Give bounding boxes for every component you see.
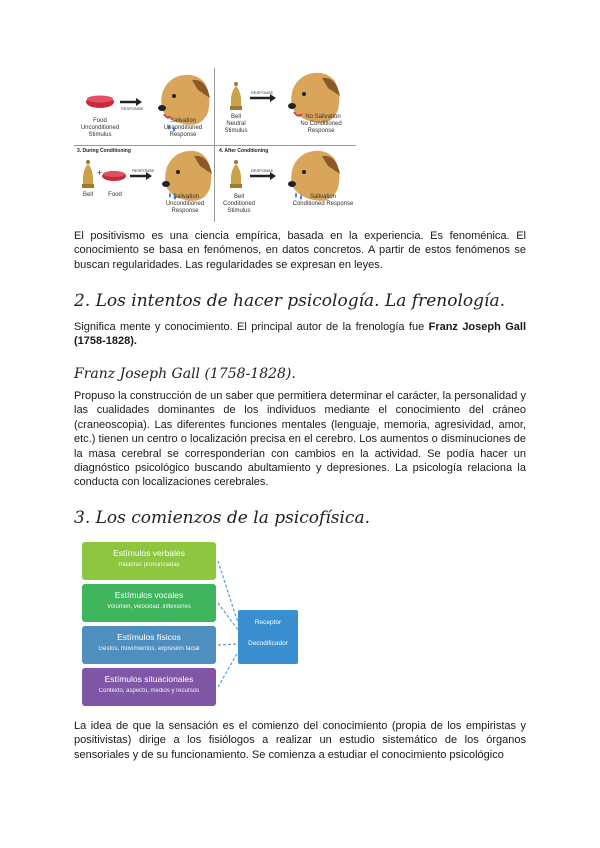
- stimulus-label: Food: [93, 118, 107, 124]
- plus-sign: +: [97, 168, 103, 178]
- stimulus-title: Estímulos físicos: [117, 632, 181, 642]
- response-sub: Unconditioned Response: [165, 201, 205, 214]
- panel-title: 4. After Conditioning: [219, 148, 269, 154]
- stimulus-sub: Contexto, aspecto, medios y recursos: [98, 688, 200, 694]
- panel-after-conditioning: [216, 146, 356, 222]
- arrow-1: [218, 561, 238, 623]
- subheading-gall: Franz Joseph Gall (1758-1828).: [74, 366, 296, 382]
- response-label: Salivation: [172, 194, 199, 200]
- panel-during-conditioning: [74, 146, 214, 222]
- receiver-line-1: Receptor: [254, 619, 282, 626]
- stimulus-sub: Unconditioned Stimulus: [80, 125, 120, 138]
- stimulus-diagram: [82, 538, 304, 716]
- author-name: Franz Joseph Gall (1758-1828).: [74, 321, 526, 348]
- receiver-box: [238, 610, 298, 664]
- response-label: Salivation: [169, 118, 196, 124]
- paragraph-positivismo: El positivismo es una ciencia empírica, basada en la experiencia. Es fenoménica. El conocimiento se basa en fenómenos, en datos concretos. A partir de estos fenómenos se buscan regularidades. Las regularidades se expresan en leyes.: [74, 230, 526, 271]
- paragraph-frenologia-text: Significa mente y conocimiento. El principal autor de la frenología fue: [74, 321, 429, 333]
- stimulus-label-bell: Bell: [82, 192, 93, 198]
- response-sub: Conditioned Response: [292, 201, 354, 207]
- panel-title: 3. During Conditioning: [77, 148, 131, 154]
- arrow-4: [218, 652, 238, 687]
- stimulus-title: Estímulos situacionales: [104, 674, 194, 684]
- response-label: No Salivation: [305, 114, 341, 120]
- bell-icon: [230, 160, 242, 188]
- panel-before-food: [74, 68, 214, 144]
- heading-psicofisica: 3. Los comienzos de la psicofísica.: [74, 508, 370, 528]
- response-tag: RESPONSE: [132, 168, 155, 173]
- response-tag: RESPONSE: [251, 168, 274, 173]
- response-label: Salivation: [309, 194, 336, 200]
- response-sub: No Conditioned Response: [300, 121, 342, 134]
- bell-icon: [82, 160, 94, 188]
- bell-icon: [230, 82, 242, 110]
- paragraph-frenologia: [74, 320, 526, 349]
- stimulus-sub: Volumen, velocidad, inflexiones: [107, 604, 191, 610]
- stimulus-title: Estímulos verbales: [113, 548, 185, 558]
- stimulus-sub: Neutral Stimulus: [224, 121, 248, 134]
- stimulus-label-food: Food: [108, 192, 122, 198]
- response-tag: RESPONSE: [121, 106, 144, 111]
- response-tag: RESPONSE: [251, 90, 274, 95]
- heading-frenologia: 2. Los intentos de hacer psicología. La frenología.: [74, 291, 505, 311]
- receiver-line-2: Decodificador: [248, 640, 288, 647]
- paragraph-gall: Propuso la construcción de un saber que permitiera determinar el carácter, la personalidad y las cualidades dominantes de los individuos mediante el conocimiento del cráneo (craneoscopia). Las diferentes funciones mentales (lenguaje, memoria, agresividad, amor, etc.) tienen un centro o localización precisa en el cerebro. Los aumentos o disminuciones de la masa cerebral se corresponderían con cambios en la actividad. Se podía hacer un diagnóstico psicológico buscando abultamiento y depresiones. La psicología relaciona la conducta con localizaciones cerebrales.: [74, 390, 526, 489]
- stimulus-title: Estímulos vocales: [114, 590, 184, 600]
- panel-before-bell: [216, 68, 356, 144]
- stimulus-label: Bell: [230, 114, 241, 120]
- stimulus-sub: Palabras pronunciadas: [118, 562, 180, 568]
- paragraph-sensacion: La idea de que la sensación es el comienzo del conocimiento (propia de los empiristas y positivistas) dirige a los fisiólogos a realizar un estudio sistemático de los órganos sensoriales y de su funcionamiento. Se comienza a estudiar el conocimiento psicológico: [74, 720, 526, 761]
- response-sub: Unconditioned Response: [163, 125, 203, 138]
- arrow-3: [218, 644, 238, 645]
- pavlov-conditioning-figure: [74, 68, 356, 222]
- stimulus-label: Bell: [233, 194, 244, 200]
- stimulus-sub: Gestos, movimientos, expresión facial: [98, 646, 200, 652]
- arrow-2: [218, 603, 238, 630]
- stimulus-sub: Conditioned Stimulus: [222, 201, 256, 214]
